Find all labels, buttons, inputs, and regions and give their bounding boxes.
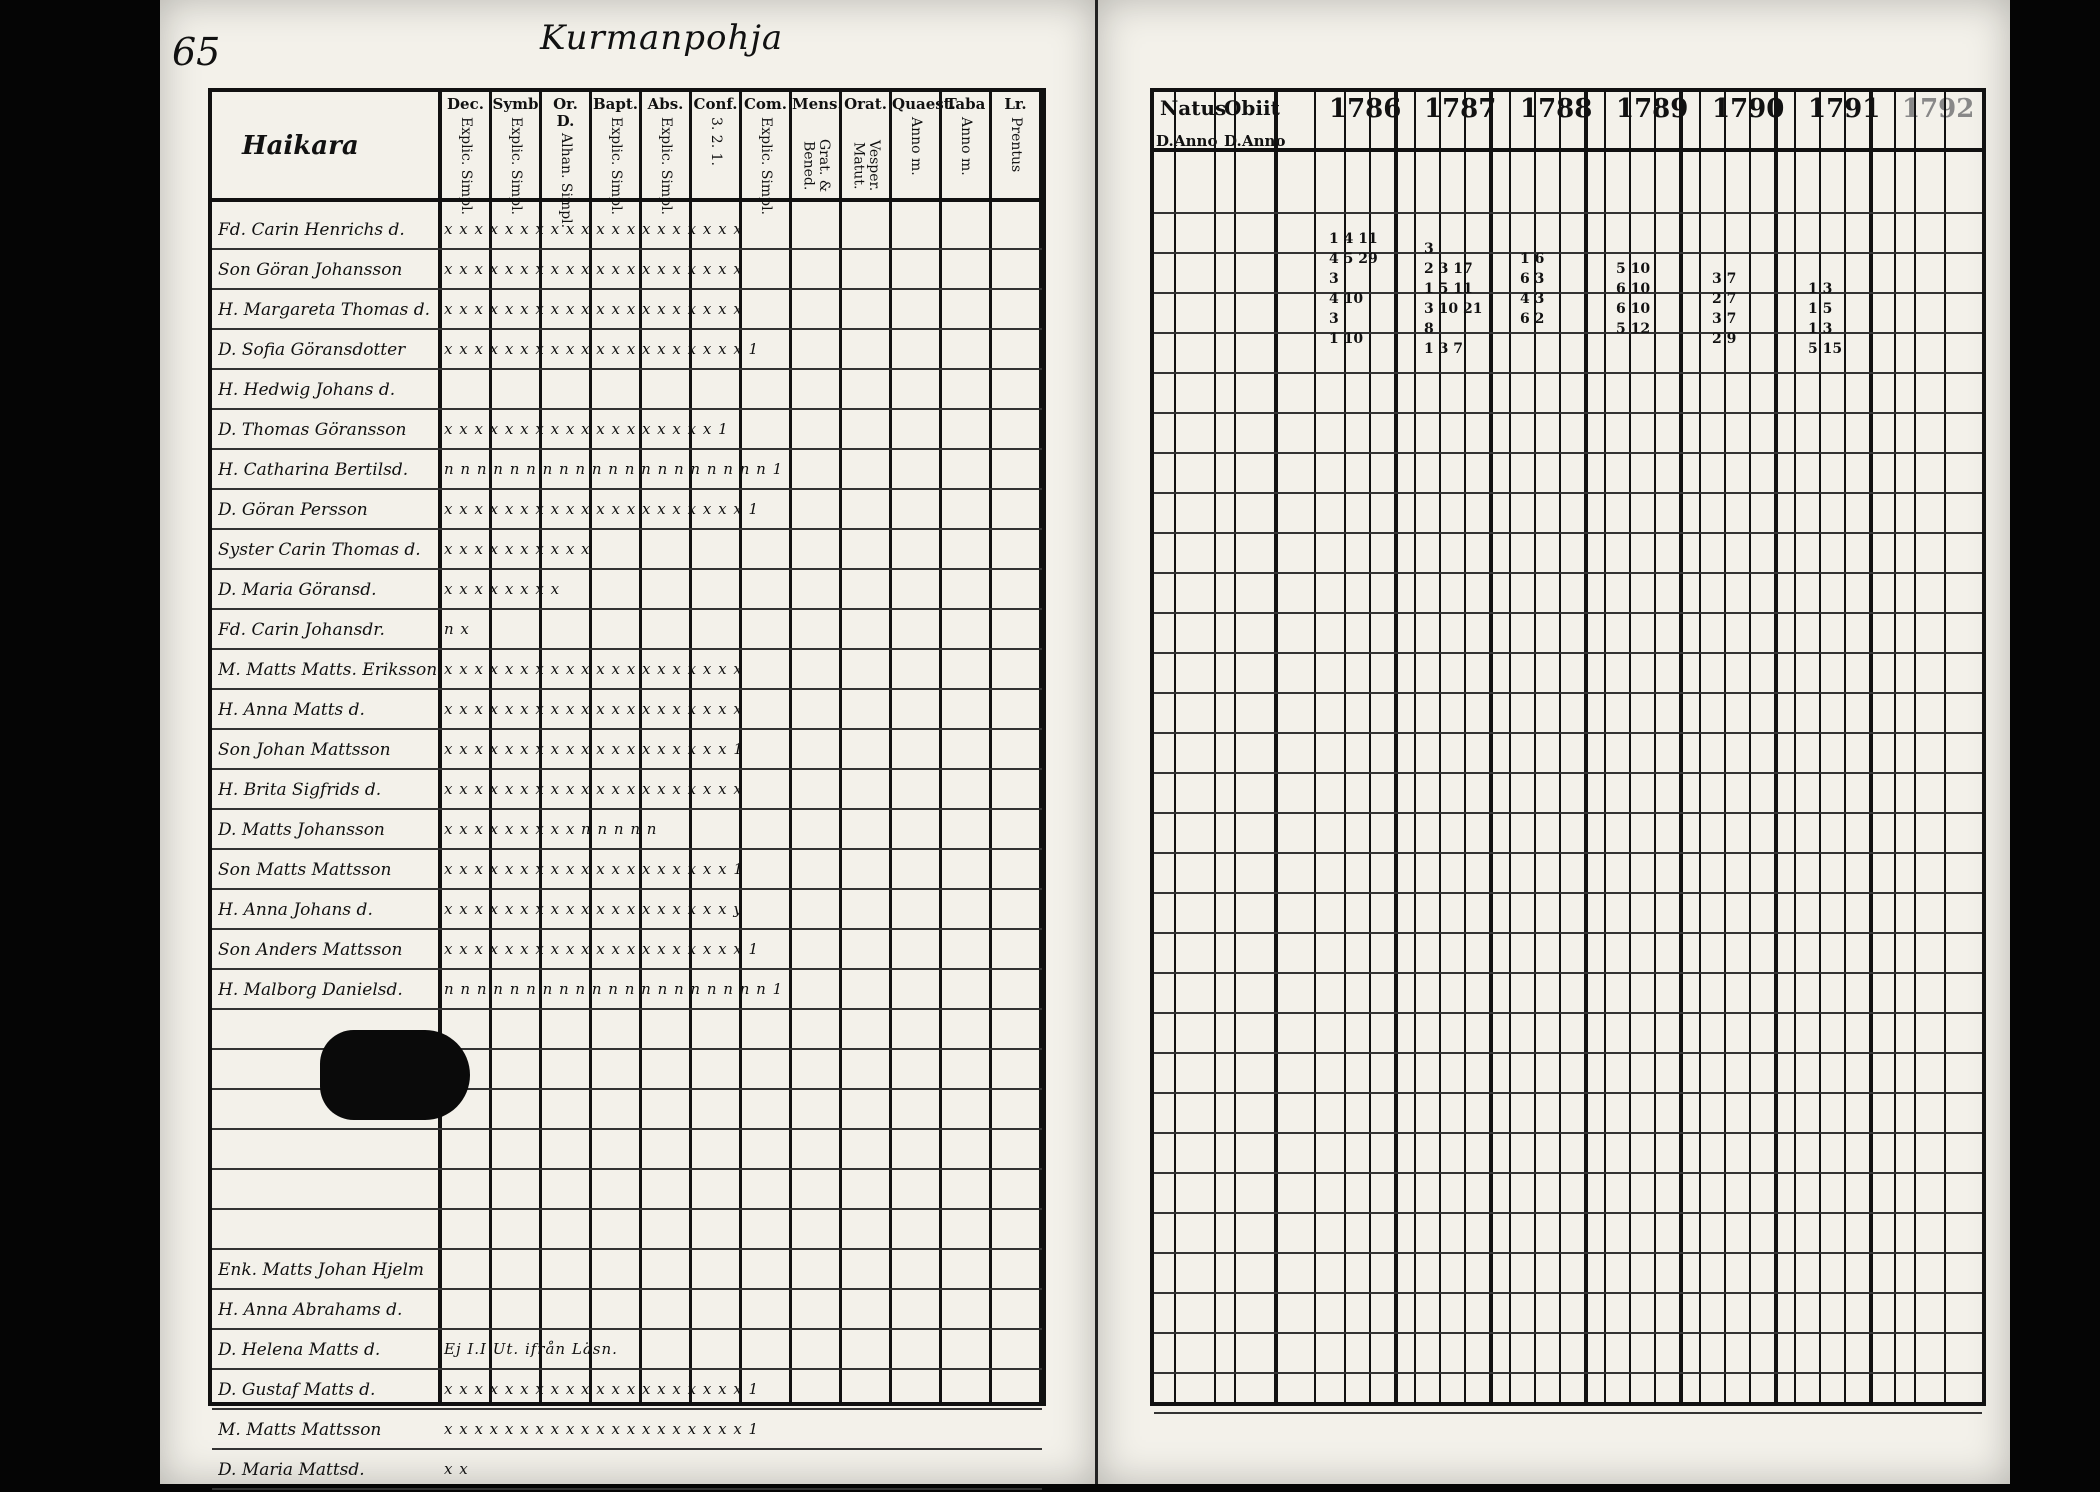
person-name: D. Matts Johansson bbox=[218, 820, 385, 840]
column-header bbox=[642, 92, 689, 215]
grid-row-rule bbox=[1154, 252, 1982, 254]
year-tally-entry: 3 7 bbox=[1712, 311, 1737, 327]
table-row bbox=[212, 572, 1042, 612]
examination-marks: x x x x x x x x x x x x x x x x x x x x bbox=[444, 780, 743, 798]
column-subheader-label: 3. 2. 1. bbox=[708, 116, 725, 166]
page-number: 65 bbox=[172, 30, 221, 74]
year-tally-entry: 1 5 11 bbox=[1424, 281, 1473, 297]
column-header-label: Symb bbox=[492, 95, 539, 113]
column-subheader-label: Explic. Simpl. bbox=[508, 116, 525, 215]
grid-column-rule bbox=[1724, 92, 1726, 1402]
grid-column-rule bbox=[1214, 92, 1216, 1402]
grid-row-rule bbox=[1154, 852, 1982, 854]
grid-column-rule bbox=[1914, 92, 1916, 1402]
grid-row-rule bbox=[1154, 652, 1982, 654]
column-header bbox=[792, 92, 843, 202]
year-tally-entry: 8 bbox=[1424, 321, 1434, 337]
grid-row-rule bbox=[1154, 1332, 1982, 1334]
grid-row-rule bbox=[1154, 1132, 1982, 1134]
name-column-header bbox=[212, 92, 438, 202]
person-name: D. Göran Persson bbox=[218, 500, 368, 520]
table-row bbox=[212, 892, 1042, 932]
row-rule bbox=[212, 968, 1042, 970]
person-name: H. Anna Matts d. bbox=[218, 700, 365, 720]
row-rule bbox=[212, 848, 1042, 850]
person-name: D. Thomas Göransson bbox=[218, 420, 407, 440]
examination-marks: x x x x x x x x bbox=[444, 580, 561, 598]
anno-subheader-2: Anno bbox=[1242, 132, 1286, 150]
examination-marks: x x x x x x x x x x x x x x x x x x 1 bbox=[444, 420, 729, 438]
year-tally-entry: 6 10 bbox=[1616, 301, 1651, 317]
column-subheader-label: Explic. Simpl. bbox=[608, 116, 625, 215]
year-header-1788: 1788 bbox=[1520, 94, 1593, 124]
column-subheader-label: Vesper. Matut. bbox=[850, 139, 882, 192]
table-row bbox=[212, 1292, 1042, 1332]
year-tally-entry: 1 10 bbox=[1329, 331, 1364, 347]
year-tally-entry: 5 15 bbox=[1808, 341, 1843, 357]
year-tally-entry: 4 5 29 bbox=[1329, 251, 1378, 267]
grid-column-rule bbox=[1314, 92, 1316, 1402]
grid-column-rule bbox=[1534, 92, 1536, 1402]
year-tally-entry: 4 3 bbox=[1520, 291, 1545, 307]
column-header bbox=[742, 92, 789, 215]
examination-marks: n x bbox=[444, 620, 470, 638]
table-row bbox=[212, 1252, 1042, 1292]
column-header-label: Dec. bbox=[447, 95, 484, 113]
column-header-label: Or. D. bbox=[553, 95, 578, 130]
grid-row-rule bbox=[1154, 532, 1982, 534]
grid-column-rule bbox=[1274, 92, 1278, 1402]
grid-column-rule bbox=[1944, 92, 1946, 1402]
person-name: H. Anna Abrahams d. bbox=[218, 1300, 403, 1320]
row-rule bbox=[212, 568, 1042, 570]
year-header-1787: 1787 bbox=[1424, 94, 1497, 124]
row-rule bbox=[212, 448, 1042, 450]
examination-marks: x x x x x x x x x x x x x x x x x x x x 1 bbox=[444, 940, 760, 958]
column-header bbox=[442, 92, 489, 215]
table-row bbox=[212, 212, 1042, 252]
person-name: D. Helena Matts d. bbox=[218, 1340, 381, 1360]
grid-column-rule bbox=[1982, 92, 1986, 1402]
obiit-header: Obiit bbox=[1224, 96, 1280, 120]
column-subheader-label: Grat. & Bened. bbox=[800, 138, 832, 193]
row-rule bbox=[212, 728, 1042, 730]
grid-column-rule bbox=[1794, 92, 1796, 1402]
row-rule bbox=[212, 928, 1042, 930]
row-rule bbox=[212, 768, 1042, 770]
column-header bbox=[492, 92, 539, 215]
thumb-shadow bbox=[320, 1030, 470, 1120]
grid-column-rule bbox=[1394, 92, 1398, 1402]
grid-row-rule bbox=[1154, 452, 1982, 454]
person-name: D. Maria Mattsd. bbox=[218, 1460, 365, 1480]
row-rule bbox=[212, 1448, 1042, 1450]
examination-marks: x x x x x x x x x x x x x x x x x x x 1 bbox=[444, 860, 744, 878]
row-rule bbox=[212, 248, 1042, 250]
examination-marks: x x x x x x x x x x x x x x x x x x x x 1 bbox=[444, 500, 760, 518]
grid-column-rule bbox=[1344, 92, 1346, 1402]
row-rule bbox=[212, 888, 1042, 890]
row-rule bbox=[212, 368, 1042, 370]
year-tally-entry: 3 bbox=[1329, 271, 1339, 287]
grid-row-rule bbox=[1154, 1292, 1982, 1294]
year-tally-entry: 1 3 7 bbox=[1424, 341, 1463, 357]
person-name: Son Anders Mattsson bbox=[218, 940, 403, 960]
row-rule bbox=[212, 328, 1042, 330]
table-row bbox=[212, 612, 1042, 652]
column-header-label: Abs. bbox=[647, 95, 684, 113]
examination-marks: x x x x x x x x x x x x x x x x x x x x bbox=[444, 300, 743, 318]
examination-marks: n n n n n n n n n n n n n n n n n n n n 1 bbox=[444, 460, 784, 478]
grid-row-rule bbox=[1154, 412, 1982, 414]
column-header-label: Bapt. bbox=[592, 95, 639, 113]
grid-column-rule bbox=[1584, 92, 1588, 1402]
person-name: M. Matts Mattsson bbox=[218, 1420, 382, 1440]
grid-row-rule bbox=[1154, 812, 1982, 814]
table-row bbox=[212, 772, 1042, 812]
year-tally-entry: 6 10 bbox=[1616, 281, 1651, 297]
year-tally-entry: 4 10 bbox=[1329, 291, 1364, 307]
grid-column-rule bbox=[1844, 92, 1846, 1402]
examination-marks: x x x x x x x x x x x x x x x x x x x x bbox=[444, 660, 743, 678]
person-name: Enk. Matts Johan Hjelm bbox=[218, 1260, 425, 1280]
year-tally-entry: 2 7 bbox=[1712, 291, 1737, 307]
examination-marks: x x x x x x x x x x x x x x x x x x x y bbox=[444, 900, 743, 918]
column-subheader-label: Prentus bbox=[1008, 116, 1025, 172]
d-subheader-2: D. bbox=[1224, 132, 1242, 150]
table-row bbox=[212, 1452, 1042, 1492]
grid-column-rule bbox=[1489, 92, 1493, 1402]
year-tally-entry: 3 7 bbox=[1712, 271, 1737, 287]
person-name: Syster Carin Thomas d. bbox=[218, 540, 421, 560]
row-rule bbox=[212, 808, 1042, 810]
year-tally-entry: 5 12 bbox=[1616, 321, 1651, 337]
grid-column-rule bbox=[1749, 92, 1751, 1402]
right-page bbox=[1098, 0, 2010, 1484]
year-header-1789: 1789 bbox=[1616, 94, 1689, 124]
person-name: Son Johan Mattsson bbox=[218, 740, 391, 760]
row-rule bbox=[212, 528, 1042, 530]
grid-row-rule bbox=[1154, 612, 1982, 614]
year-tally-entry: 3 bbox=[1424, 241, 1434, 257]
column-header-label: Mens. bbox=[792, 95, 843, 113]
year-tally-entry: 1 4 11 bbox=[1329, 231, 1378, 247]
person-name: H. Catharina Bertilsd. bbox=[218, 460, 409, 480]
person-name: H. Hedwig Johans d. bbox=[218, 380, 396, 400]
person-name: Son Göran Johansson bbox=[218, 260, 403, 280]
grid-column-rule bbox=[1234, 92, 1236, 1402]
row-rule bbox=[212, 688, 1042, 690]
grid-column-rule bbox=[1699, 92, 1701, 1402]
grid-column-rule bbox=[1774, 92, 1778, 1402]
table-row bbox=[212, 452, 1042, 492]
person-name: M. Matts Matts. Eriksson bbox=[218, 660, 438, 680]
grid-column-rule bbox=[1604, 92, 1606, 1402]
grid-column-rule bbox=[1414, 92, 1416, 1402]
natus-header: Natus bbox=[1160, 96, 1227, 120]
grid-row-rule bbox=[1154, 1052, 1982, 1054]
grid-row-rule bbox=[1154, 332, 1982, 334]
table-row bbox=[212, 932, 1042, 972]
grid-column-rule bbox=[1654, 92, 1656, 1402]
grid-column-rule bbox=[1894, 92, 1896, 1402]
examination-marks: x x x x x x x x x x x x x x x x x x x x bbox=[444, 700, 743, 718]
table-row bbox=[212, 972, 1042, 1012]
examination-marks: n n n n n n n n n n n n n n n n n n n n 1 bbox=[444, 980, 784, 998]
row-rule bbox=[212, 1408, 1042, 1410]
column-subheader-label: Alhan. Simpl. bbox=[558, 133, 575, 229]
year-tally-entry: 2 3 17 bbox=[1424, 261, 1473, 277]
column-header bbox=[992, 92, 1039, 202]
parish-title: Kurmanpohja bbox=[540, 18, 784, 58]
year-header-faded: 1792 bbox=[1902, 94, 1975, 124]
column-header bbox=[542, 92, 589, 229]
grid-column-rule bbox=[1559, 92, 1561, 1402]
left-page bbox=[160, 0, 1098, 1484]
grid-row-rule bbox=[1154, 692, 1982, 694]
grid-row-rule bbox=[1154, 1212, 1982, 1214]
year-tally-entry: 3 10 21 bbox=[1424, 301, 1483, 317]
year-header-1786: 1786 bbox=[1329, 94, 1402, 124]
table-row bbox=[212, 252, 1042, 292]
column-header bbox=[692, 92, 739, 202]
village-label: Haikara bbox=[242, 131, 359, 161]
grid-column-rule bbox=[1369, 92, 1371, 1402]
grid-row-rule bbox=[1154, 1372, 1982, 1374]
grid-row-rule bbox=[1154, 1092, 1982, 1094]
examination-marks: x x x x x x x x x x bbox=[444, 540, 591, 558]
column-header-label: Conf. bbox=[693, 95, 738, 113]
year-header-1791: 1791 bbox=[1808, 94, 1881, 124]
grid-row-rule bbox=[1154, 732, 1982, 734]
table-row bbox=[212, 692, 1042, 732]
catechetical-register-table bbox=[208, 88, 1046, 1480]
right-table-header bbox=[1154, 92, 1982, 152]
year-tally-entry: 5 10 bbox=[1616, 261, 1651, 277]
table-row bbox=[212, 1412, 1042, 1452]
year-tally-entry: 1 3 bbox=[1808, 281, 1833, 297]
year-tally-entry: 6 3 bbox=[1520, 271, 1545, 287]
column-header-label: Lr. bbox=[1004, 95, 1027, 113]
column-header-label: Taba bbox=[945, 95, 986, 113]
column-header bbox=[592, 92, 639, 215]
table-row bbox=[212, 532, 1042, 572]
grid-row-rule bbox=[1154, 1172, 1982, 1174]
table-row bbox=[212, 1372, 1042, 1412]
grid-column-rule bbox=[1174, 92, 1176, 1402]
person-name: H. Anna Johans d. bbox=[218, 900, 373, 920]
table-row bbox=[212, 372, 1042, 412]
birth-death-year-table bbox=[1150, 88, 1986, 1406]
row-rule bbox=[212, 648, 1042, 650]
year-header-1790: 1790 bbox=[1712, 94, 1785, 124]
year-tally-entry: 2 9 bbox=[1712, 331, 1737, 347]
table-row bbox=[212, 812, 1042, 852]
grid-row-rule bbox=[1154, 212, 1982, 214]
grid-row-rule bbox=[1154, 292, 1982, 294]
grid-row-rule bbox=[1154, 1412, 1982, 1414]
year-tally-entry: 3 bbox=[1329, 311, 1339, 327]
table-row bbox=[212, 852, 1042, 892]
examination-marks: x x x x x x x x x x x x x x x x x x x x bbox=[444, 260, 743, 278]
row-rule bbox=[212, 1248, 1042, 1250]
grid-column-rule bbox=[1869, 92, 1873, 1402]
examination-marks: x x x x x x x x x x x x x x x x x x x 1 bbox=[444, 740, 744, 758]
year-tally-entry: 1 6 bbox=[1520, 251, 1545, 267]
row-rule bbox=[212, 1488, 1042, 1490]
person-name: D. Gustaf Matts d. bbox=[218, 1380, 376, 1400]
table-row bbox=[212, 412, 1042, 452]
column-header-label: Quaest. bbox=[892, 95, 956, 113]
table-row bbox=[212, 332, 1042, 372]
examination-marks: x x x x x x x x x x x x x x x x x x x x bbox=[444, 220, 743, 238]
row-rule bbox=[212, 608, 1042, 610]
person-name: H. Malborg Danielsd. bbox=[218, 980, 403, 1000]
person-name: Son Matts Mattsson bbox=[218, 860, 392, 880]
grid-row-rule bbox=[1154, 772, 1982, 774]
column-header-label: Com. bbox=[743, 95, 788, 113]
grid-row-rule bbox=[1154, 932, 1982, 934]
table-row bbox=[212, 1332, 1042, 1372]
column-header bbox=[842, 92, 889, 202]
person-name: D. Maria Göransd. bbox=[218, 580, 377, 600]
grid-row-rule bbox=[1154, 892, 1982, 894]
column-subheader-label: Explic. Simpl. bbox=[758, 116, 775, 215]
row-rule bbox=[212, 1368, 1042, 1370]
person-name: H. Brita Sigfrids d. bbox=[218, 780, 382, 800]
row-rule bbox=[212, 1288, 1042, 1290]
table-row bbox=[212, 652, 1042, 692]
row-rule bbox=[212, 488, 1042, 490]
row-rule bbox=[212, 288, 1042, 290]
column-header-label: Orat. bbox=[844, 95, 887, 113]
examination-marks: Ej I.I Ut. ifrån Läsn. bbox=[444, 1340, 618, 1358]
row-rule bbox=[212, 1208, 1042, 1210]
d-subheader: D. bbox=[1156, 132, 1174, 150]
examination-marks: x x x x x x x x x x x x x x x x x x x x 1 bbox=[444, 1420, 760, 1438]
column-subheader-label: Anno m. bbox=[958, 116, 975, 176]
row-rule bbox=[212, 1128, 1042, 1130]
grid-row-rule bbox=[1154, 372, 1982, 374]
person-name: Fd. Carin Henrichs d. bbox=[218, 220, 405, 240]
year-tally-entry: 1 3 bbox=[1808, 321, 1833, 337]
column-header bbox=[892, 92, 956, 202]
column-subheader-label: Anno m. bbox=[908, 116, 925, 176]
examination-marks: x x x x x x x x x x x x x x x x x x x x 1 bbox=[444, 340, 760, 358]
table-row bbox=[212, 492, 1042, 532]
grid-row-rule bbox=[1154, 1252, 1982, 1254]
anno-subheader-1: Anno bbox=[1174, 132, 1218, 150]
person-name: H. Margareta Thomas d. bbox=[218, 300, 431, 320]
examination-marks: x x x x x x x x x n n n n n bbox=[444, 820, 658, 838]
grid-row-rule bbox=[1154, 972, 1982, 974]
grid-column-rule bbox=[1679, 92, 1683, 1402]
column-header bbox=[942, 92, 989, 202]
row-rule bbox=[212, 1328, 1042, 1330]
examination-marks: x x bbox=[444, 1460, 469, 1478]
year-tally-entry: 1 5 bbox=[1808, 301, 1833, 317]
grid-row-rule bbox=[1154, 572, 1982, 574]
grid-column-rule bbox=[1509, 92, 1511, 1402]
row-rule bbox=[212, 1008, 1042, 1010]
table-row bbox=[212, 732, 1042, 772]
grid-row-rule bbox=[1154, 1012, 1982, 1014]
examination-marks: x x x x x x x x x x x x x x x x x x x x 1 bbox=[444, 1380, 760, 1398]
year-tally-entry: 6 2 bbox=[1520, 311, 1545, 327]
person-name: D. Sofia Göransdotter bbox=[218, 340, 406, 360]
column-subheader-label: Explic. Simpl. bbox=[458, 116, 475, 215]
table-row bbox=[212, 292, 1042, 332]
person-name: Fd. Carin Johansdr. bbox=[218, 620, 385, 640]
grid-row-rule bbox=[1154, 492, 1982, 494]
row-rule bbox=[212, 1168, 1042, 1170]
column-subheader-label: Explic. Simpl. bbox=[658, 116, 675, 215]
row-rule bbox=[212, 408, 1042, 410]
